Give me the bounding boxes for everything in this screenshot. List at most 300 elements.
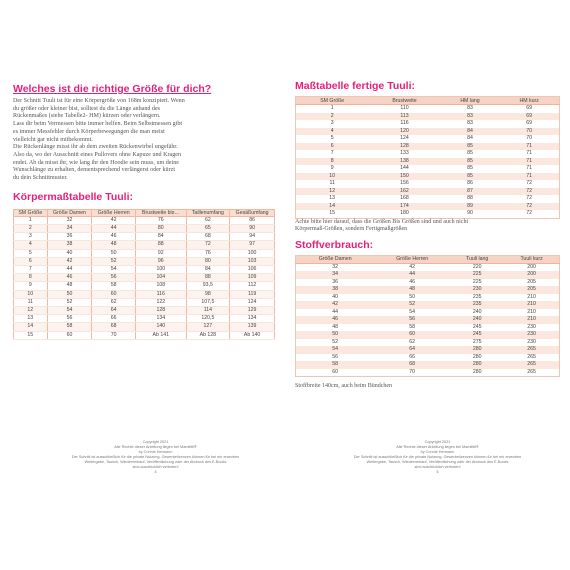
table-row — [296, 361, 560, 369]
table-cell: 84 — [467, 135, 473, 141]
intro-line: du größer oder kleiner bist, solltest du die Länge anhand des — [13, 105, 161, 112]
table-cell: 88 — [186, 274, 230, 282]
table-cell: 128 — [136, 306, 187, 314]
table-row — [296, 354, 560, 362]
table-cell: 280 — [472, 353, 482, 360]
table-cell: 50 — [409, 293, 416, 300]
table-cell: 220 — [472, 263, 482, 270]
table-cell: 60 — [92, 290, 136, 298]
table-cell: 140 — [136, 323, 187, 331]
table-row — [296, 158, 560, 166]
table-cell: 210 — [504, 301, 559, 309]
table-row — [296, 128, 560, 136]
table-cell: 64 — [92, 306, 136, 314]
table-cell: 4 — [296, 128, 369, 136]
footer-left — [13, 440, 298, 475]
table-cell: 71 — [526, 165, 533, 171]
table-cell: 230 — [450, 286, 504, 294]
footer-right — [295, 440, 570, 475]
table-cell: 210 — [527, 293, 536, 300]
column-header: Taillenumfang — [186, 209, 230, 216]
table-cell: 93,5 — [186, 282, 230, 290]
finished-measurements-table — [295, 96, 560, 219]
table-cell: 13 — [329, 195, 336, 201]
column-header: SM Größe — [14, 209, 48, 216]
table-cell: 124 — [400, 135, 409, 141]
table-cell: 80 — [186, 257, 230, 265]
footer-line: Copyright 2021 — [424, 440, 451, 444]
table-cell: 128 — [368, 143, 440, 151]
table-row — [296, 135, 560, 143]
table-cell: 106 — [230, 265, 275, 273]
table-cell: 210 — [504, 316, 559, 324]
table-cell: 138 — [368, 158, 440, 166]
table-cell: 88 — [136, 241, 187, 249]
table-cell: 15 — [329, 210, 336, 216]
table-cell: 70 — [92, 331, 136, 339]
intro-line: Der Schnitt Tuuli ist für eine Körpergröße von 168m konzipiert. Wenn — [13, 98, 185, 104]
table-cell: 71 — [499, 173, 559, 181]
intro-line: Also da, wo der Ausschnitt eines Pullovers ohne Kapuze und Kragen — [13, 151, 182, 158]
table-cell: 54 — [92, 265, 136, 273]
table-cell: 69 — [526, 105, 533, 111]
footer-line: Der Schnitt ist ausschließlich für die private Nutzung. Gewerbelizenzen können für bei mir erworben — [71, 455, 240, 459]
table-cell: 94 — [230, 233, 275, 241]
table-cell: 265 — [527, 368, 536, 375]
table-row — [296, 346, 560, 354]
table-cell: 84 — [441, 128, 500, 136]
table-cell: 180 — [400, 210, 409, 216]
table-row — [14, 282, 275, 290]
table-cell: 107,5 — [186, 298, 230, 306]
intro-line: Wunschlänge zu erhalten, dementsprechend verlängerst oder kürzt — [13, 167, 176, 174]
table-cell: 4 — [14, 241, 48, 249]
table-cell: 70 — [499, 128, 559, 136]
table-cell: 46 — [47, 274, 92, 282]
table-row — [14, 216, 275, 224]
body-measurements-title: Körpermaßtabelle Tuuli: — [13, 190, 133, 203]
table-cell: 14 — [14, 323, 48, 331]
table-cell: 168 — [400, 195, 409, 201]
intro-line: du dein Schnittmuster. — [13, 175, 68, 182]
table-cell: 2 — [14, 224, 48, 232]
table-row — [296, 369, 560, 377]
table-cell: 60 — [374, 331, 450, 339]
table-cell: 1 — [330, 105, 334, 111]
table-cell: 52 — [92, 257, 136, 265]
column-header: Gesäßumfang — [230, 209, 275, 216]
table-cell: 42 — [296, 301, 375, 309]
size-note: Körpermaß-Größen, sondern Fertigmaßgrößen — [295, 225, 408, 232]
table-cell: 85 — [467, 165, 473, 171]
table-cell: 70 — [526, 135, 533, 141]
page-right — [285, 0, 570, 570]
table-cell: 40 — [332, 293, 339, 300]
table-row — [14, 265, 275, 273]
table-cell: 72 — [526, 195, 533, 201]
table-cell: 80 — [136, 224, 187, 232]
table-cell: 280 — [472, 368, 482, 375]
table-cell: 72 — [186, 241, 230, 249]
table-row — [296, 301, 560, 309]
table-cell: 54 — [296, 346, 375, 354]
table-cell: 46 — [92, 233, 136, 241]
footer-line: Copyright 2021 — [142, 440, 169, 444]
table-cell: 245 — [472, 323, 482, 330]
table-cell: 108 — [136, 282, 187, 290]
table-cell: 46 — [296, 316, 375, 324]
table-cell: 116 — [136, 290, 187, 298]
table-cell: 11 — [329, 180, 335, 186]
table-row — [296, 105, 560, 113]
table-cell: 120 — [368, 128, 440, 136]
table-cell: 71 — [526, 150, 533, 156]
table-cell: 92 — [136, 249, 187, 257]
table-cell: 56 — [47, 315, 92, 323]
table-cell: 110 — [400, 105, 409, 111]
footer-line: Weitergabe, Tausch, Wiederverkauf, Veröffentlichung oder der Abdruck des E-Books — [366, 460, 509, 464]
table-cell: 69 — [499, 113, 559, 121]
table-cell: 71 — [499, 143, 559, 151]
intro-line: Rückenmaßes (siehe Tabelle2- HM) kürzen oder verlängern. — [13, 113, 161, 120]
table-cell: 133 — [400, 150, 409, 156]
table-cell: 69 — [526, 120, 533, 126]
table-cell: 205 — [527, 278, 536, 285]
table-cell: 210 — [527, 308, 536, 315]
intro-text — [13, 98, 275, 183]
table-cell: 83 — [467, 105, 473, 111]
table-cell: 65 — [186, 224, 230, 232]
table-cell: 85 — [441, 158, 500, 166]
table-cell: 144 — [400, 165, 409, 171]
table-cell: 245 — [450, 331, 504, 339]
table-cell: 104 — [136, 274, 187, 282]
table-cell: 42 — [47, 257, 92, 265]
table-cell: 1 — [14, 216, 48, 224]
table-cell: 48 — [92, 241, 136, 249]
table-cell: 34 — [296, 271, 375, 279]
table-cell: 54 — [409, 308, 416, 315]
table-cell: Ab 140 — [230, 331, 275, 339]
table-cell: 3 — [14, 233, 48, 241]
table-cell: 275 — [472, 338, 482, 345]
table-cell: 205 — [504, 286, 559, 294]
table-cell: 86 — [230, 216, 275, 224]
column-header: SM Größe — [296, 97, 369, 105]
table-cell: 120,5 — [186, 315, 230, 323]
table-row — [296, 271, 560, 279]
table-cell: 14 — [296, 203, 369, 211]
table-cell: 42 — [92, 216, 136, 224]
table-cell: 265 — [504, 361, 559, 369]
table-cell: 129 — [230, 306, 275, 314]
footer-line: Alle Rechte dieser Anleitung liegen bei Mamilitti® — [396, 445, 479, 449]
table-row — [14, 290, 275, 298]
table-cell: 7 — [14, 265, 48, 273]
table-cell: 113 — [368, 113, 440, 121]
fabric-title: Stoffverbrauch: — [295, 238, 374, 251]
table-cell: 58 — [409, 323, 416, 330]
table-row — [296, 316, 560, 324]
footer-line: sind ausdrücklich verboten! — [414, 465, 461, 469]
table-cell: 85 — [467, 150, 473, 156]
column-header: HM kurz — [499, 97, 559, 105]
table-cell: 66 — [409, 353, 416, 360]
table-cell: 109 — [230, 274, 275, 282]
table-cell: 112 — [230, 282, 275, 290]
table-cell: 70 — [409, 368, 416, 375]
table-cell: 36 — [47, 233, 92, 241]
table-cell: 48 — [332, 323, 339, 330]
table-cell: 134 — [136, 315, 187, 323]
table-cell: 98 — [186, 290, 230, 298]
table-cell: 7 — [330, 150, 334, 156]
table-row — [296, 324, 560, 332]
table-cell: 50 — [92, 249, 136, 257]
table-cell: 44 — [332, 308, 339, 315]
table-cell: 84 — [136, 233, 187, 241]
table-cell: 62 — [409, 338, 416, 345]
table-row — [14, 274, 275, 282]
column-header: Größe Damen — [47, 209, 92, 216]
table-cell: 89 — [441, 203, 500, 211]
table-cell: 68 — [92, 323, 136, 331]
table-cell: 12 — [14, 306, 48, 314]
table-cell: 34 — [47, 224, 92, 232]
table-row — [296, 120, 560, 128]
table-cell: 230 — [504, 331, 559, 339]
table-cell: 56 — [332, 353, 339, 360]
table-cell: 134 — [230, 315, 275, 323]
table-cell: 76 — [136, 216, 187, 224]
table-cell: 200 — [504, 271, 559, 279]
intro-line: Lass dir beim Vermessen bitte immer helfen. Beim Selbstmessen gibt — [13, 121, 183, 128]
footer-line: sind ausdrücklich verboten! — [132, 465, 179, 469]
table-cell: 72 — [526, 180, 533, 186]
table-cell: 56 — [374, 316, 450, 324]
table-row — [14, 331, 275, 339]
table-cell: 156 — [400, 180, 409, 186]
table-cell: 42 — [409, 263, 416, 270]
table-cell: 114 — [186, 306, 230, 314]
table-cell: 76 — [186, 249, 230, 257]
table-cell: 66 — [92, 315, 136, 323]
table-cell: 52 — [332, 338, 339, 345]
table-cell: 9 — [14, 282, 48, 290]
footer-line: by Connie Hermann — [420, 450, 455, 454]
table-cell: 139 — [230, 323, 275, 331]
table-cell: 87 — [441, 188, 500, 196]
table-cell: 68 — [186, 233, 230, 241]
table-cell: 96 — [136, 257, 187, 265]
table-cell: 44 — [47, 265, 92, 273]
table-cell: 5 — [330, 135, 334, 141]
footer-line: Der Schnitt ist ausschließlich für die private Nutzung. Gewerbelizenzen können für bei mir erworben — [353, 455, 522, 459]
table-cell: 225 — [450, 271, 504, 279]
footer-line: 5 — [436, 470, 439, 474]
table-cell: 6 — [14, 257, 48, 265]
table-cell: 58 — [92, 282, 136, 290]
table-cell: Ab 128 — [186, 331, 230, 339]
table-row — [296, 309, 560, 317]
table-cell: 5 — [14, 249, 48, 257]
table-cell: 225 — [472, 278, 482, 285]
table-cell: 60 — [47, 331, 92, 339]
table-cell: 72 — [499, 203, 559, 211]
intro-line: es immer Messfehler durch Körperbewegungen die man meist — [13, 128, 165, 135]
intro-line: vielleicht gar nicht mitbekommt. — [13, 136, 93, 143]
table-cell: 72 — [526, 210, 533, 216]
table-cell: 64 — [374, 346, 450, 354]
table-row — [296, 339, 560, 347]
table-cell: 32 — [332, 263, 339, 270]
table-row — [14, 249, 275, 257]
table-cell: 62 — [92, 298, 136, 306]
table-cell: 8 — [296, 158, 369, 166]
table-cell: 103 — [230, 257, 275, 265]
table-row — [296, 286, 560, 294]
table-cell: 52 — [374, 301, 450, 309]
column-header: Größe Herren — [92, 209, 136, 216]
table-cell: 50 — [296, 331, 375, 339]
table-cell: 9 — [330, 165, 334, 171]
table-row — [14, 224, 275, 232]
table-cell: 97 — [230, 241, 275, 249]
table-cell: 280 — [450, 346, 504, 354]
table-cell: 127 — [186, 323, 230, 331]
table-cell: 6 — [296, 143, 369, 151]
table-cell: 68 — [374, 361, 450, 369]
fabric-table — [295, 255, 560, 378]
table-cell: 240 — [450, 316, 504, 324]
column-header: HM lang — [441, 97, 500, 105]
table-cell: 60 — [332, 368, 339, 375]
table-cell: 50 — [47, 290, 92, 298]
table-cell: 235 — [472, 293, 482, 300]
table-row — [14, 298, 275, 306]
table-cell: 83 — [467, 120, 473, 126]
table-cell: 52 — [47, 298, 92, 306]
table-row — [296, 173, 560, 181]
finished-measurements-title: Maßtabelle fertige Tuuli: — [295, 80, 415, 92]
table-cell: 230 — [527, 338, 536, 345]
table-row — [14, 323, 275, 331]
table-cell: 116 — [400, 120, 409, 126]
body-measurements-table — [13, 209, 275, 340]
table-row — [296, 279, 560, 287]
table-cell: 40 — [47, 249, 92, 257]
table-row — [14, 315, 275, 323]
column-header: Brustweite — [368, 97, 440, 105]
table-row — [296, 210, 560, 218]
footer-line: Weitergabe, Tausch, Wiederverkauf, Veröffentlichung oder der Abdruck des E-Books — [84, 460, 227, 464]
footer-line: 4 — [154, 470, 157, 474]
table-cell: 85 — [441, 173, 500, 181]
table-cell: 162 — [368, 188, 440, 196]
footer-line: Alle Rechte dieser Anleitung liegen bei Mamilitti® — [114, 445, 197, 449]
table-cell: 86 — [467, 180, 473, 186]
table-cell: 10 — [296, 173, 369, 181]
table-row — [14, 257, 275, 265]
table-cell: Ab 141 — [136, 331, 187, 339]
fabric-width-note: Stoffbreite 140cm, auch beim Bündchen — [295, 383, 393, 389]
column-header: Größe Damen — [296, 255, 375, 263]
table-cell: 46 — [409, 278, 416, 285]
table-cell: 48 — [47, 282, 92, 290]
table-row — [296, 143, 560, 151]
footer-line: by Connie Hermann — [138, 450, 173, 454]
table-row — [296, 180, 560, 188]
table-cell: 174 — [368, 203, 440, 211]
intro-line: endet. Ab da misst ihr, wie lang ihr den Hoodie sein muss, um deine — [13, 159, 179, 166]
table-cell: 100 — [230, 249, 275, 257]
table-row — [296, 150, 560, 158]
table-cell: 58 — [296, 361, 375, 369]
table-cell: 58 — [47, 323, 92, 331]
table-cell: 84 — [186, 265, 230, 273]
table-cell: 38 — [47, 241, 92, 249]
table-cell: 13 — [14, 315, 48, 323]
table-cell: 48 — [374, 286, 450, 294]
table-cell: 265 — [504, 346, 559, 354]
table-cell: 32 — [47, 216, 92, 224]
table-row — [296, 195, 560, 203]
table-cell: 235 — [450, 301, 504, 309]
table-cell: 38 — [296, 286, 375, 294]
table-cell: 85 — [441, 143, 500, 151]
table-cell: 12 — [296, 188, 369, 196]
column-header: Tuuli lang — [450, 255, 504, 263]
table-cell: 2 — [296, 113, 369, 121]
size-note: Achte bitte hier darauf, dass die Größen Bis Größen sind und auch nicht — [295, 218, 469, 225]
table-cell: 72 — [499, 188, 559, 196]
table-cell: 62 — [186, 216, 230, 224]
table-cell: 90 — [467, 210, 473, 216]
table-cell: 56 — [92, 274, 136, 282]
table-row — [296, 188, 560, 196]
table-cell: 71 — [499, 158, 559, 166]
table-cell: 230 — [527, 323, 536, 330]
table-row — [296, 331, 560, 339]
table-cell: 11 — [14, 298, 48, 306]
table-cell: 44 — [374, 271, 450, 279]
table-row — [14, 241, 275, 249]
size-heading: Welches ist die richtige Größe für dich? — [13, 83, 212, 95]
table-cell: 122 — [136, 298, 187, 306]
table-row — [296, 263, 560, 271]
table-row — [296, 203, 560, 211]
table-cell: 54 — [47, 306, 92, 314]
column-header: Brustweite bis… — [136, 209, 187, 216]
table-cell: 90 — [230, 224, 275, 232]
table-cell: 100 — [136, 265, 187, 273]
table-cell: 119 — [230, 290, 275, 298]
table-cell: 150 — [368, 173, 440, 181]
table-cell: 83 — [441, 113, 500, 121]
table-cell: 200 — [527, 263, 536, 270]
table-row — [14, 306, 275, 314]
intro-line: Die Rückenlänge misst ihr ab dem zweiten Rückenwirbel ungefähr. — [13, 144, 178, 151]
table-row — [296, 165, 560, 173]
table-cell: 36 — [332, 278, 339, 285]
table-cell: 3 — [330, 120, 334, 126]
table-row — [296, 294, 560, 302]
column-header: Größe Herren — [374, 255, 450, 263]
table-row — [296, 113, 560, 121]
table-cell: 15 — [14, 331, 48, 339]
table-cell: 240 — [472, 308, 482, 315]
table-row — [14, 233, 275, 241]
